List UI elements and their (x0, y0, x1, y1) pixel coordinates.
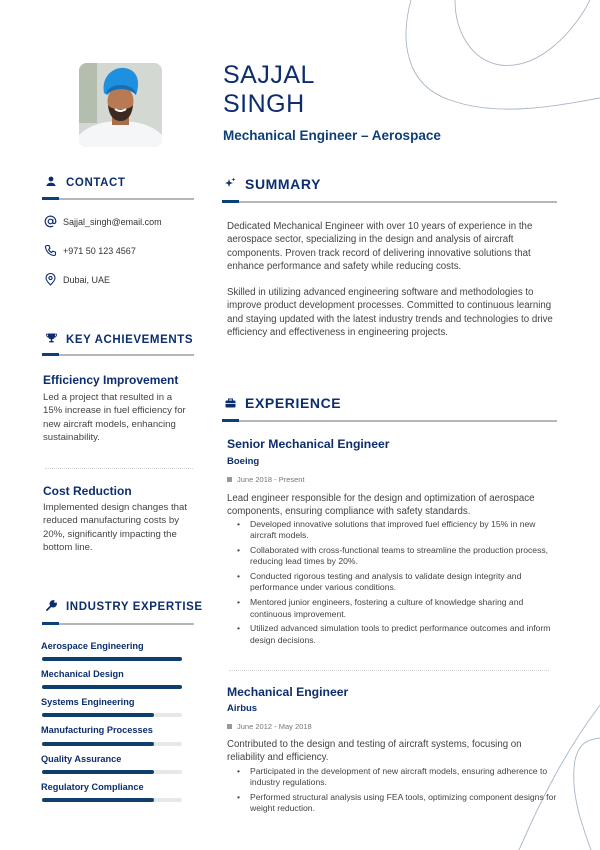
summary-paragraph: Dedicated Mechanical Engineer with over 10 years of experience in the aerospace sector, specializing in the design and analysis of aircraft components. Proven track record of delivering innovative solutions that enhance performance and safety while reducing costs. (227, 221, 533, 272)
job-bullet: • Conducted rigorous testing and analysis to validate design integrity and performance under various conditions. (237, 571, 557, 594)
phone-icon (44, 244, 57, 257)
expertise-heading (44, 600, 203, 614)
decorative-curve-bottom-inner (574, 738, 600, 850)
job-bullet: • Utilized advanced simulation tools to predict performance outcomes and inform design decisions. (237, 623, 557, 646)
job-bullet: • Developed innovative solutions that improved fuel efficiency by 15% in new aircraft models. (237, 519, 557, 542)
job-bullet: • Collaborated with cross-functional teams to streamline the production process, reducing lead times by 20%. (237, 545, 557, 568)
experience-heading (223, 395, 341, 411)
achievement-text: Implemented design changes that reduced manufacturing costs by 20%, significantly impacting the bottom line. (43, 502, 187, 553)
skill-bar-fill (42, 798, 154, 802)
company-name: Airbus (227, 703, 258, 714)
achievement-separator (45, 468, 193, 469)
job-description: Contributed to the design and testing of aircraft systems, focusing on reliability and efficiency. (227, 739, 522, 764)
job-bullet: • Performed structural analysis using FEA tools, optimizing component designs for weight reduction. (237, 792, 557, 815)
contact-location (44, 273, 110, 286)
profile-photo (79, 63, 162, 147)
summary-heading (223, 176, 321, 192)
skill-bar (42, 685, 182, 689)
achievement-title: Efficiency Improvement (43, 373, 179, 387)
skill-bar-fill (42, 657, 182, 661)
expertise-title: INDUSTRY EXPERTISE (66, 601, 203, 613)
job-bullets (237, 519, 557, 649)
job-bullet: • Mentored junior engineers, fostering a culture of knowledge sharing and continuous improvement. (237, 597, 557, 620)
skill-label: Mechanical Design (41, 669, 124, 679)
skill-bar-fill (42, 742, 154, 746)
sparkle-icon (223, 176, 237, 192)
job-dates (227, 722, 312, 731)
at-icon (44, 215, 57, 228)
job-role: Mechanical Engineer – Aerospace (223, 128, 441, 143)
location-pin-icon (44, 273, 57, 286)
candidate-name (223, 61, 315, 119)
achievements-heading (44, 333, 193, 346)
skill-label: Regulatory Compliance (41, 782, 144, 792)
experience-divider (222, 420, 557, 422)
decorative-curve-top-inner (455, 0, 590, 65)
skill-bar-fill (42, 713, 154, 717)
trophy-icon (44, 333, 58, 346)
achievement-text: Led a project that resulted in a 15% increase in fuel efficiency for new aircraft models, enhancing sustainability. (43, 392, 186, 443)
skill-bar (42, 798, 182, 802)
contact-heading (44, 176, 126, 189)
summary-divider (222, 201, 557, 203)
skill-bar (42, 713, 182, 717)
job-bullet: • Participated in the development of new aircraft models, ensuring adherence to industry regulations. (237, 766, 557, 789)
summary-title: SUMMARY (245, 176, 322, 192)
job-title: Mechanical Engineer (227, 685, 349, 699)
skill-label: Aerospace Engineering (41, 641, 144, 651)
skill-label: Manufacturing Processes (41, 725, 153, 735)
skill-bar (42, 742, 182, 746)
contact-phone[interactable] (44, 244, 136, 257)
job-bullets (237, 766, 557, 818)
wrench-icon (44, 600, 58, 614)
experience-title: EXPERIENCE (245, 395, 342, 411)
achievement-title: Cost Reduction (43, 484, 132, 498)
summary-paragraph: Skilled in utilizing advanced engineering software and methodologies to improve product development processes. Committed to continuous learning and staying updated with the latest industry trends and technologies to drive efficiency and effectiveness in engineering projects. (227, 287, 553, 338)
person-icon (44, 176, 58, 189)
skill-label: Quality Assurance (41, 754, 122, 764)
contact-email-text: Sajjal_singh@email.com (63, 216, 162, 227)
job-dates-text: June 2018 - Present (237, 475, 305, 484)
calendar-icon (227, 724, 232, 729)
expertise-divider (42, 623, 194, 625)
briefcase-icon (223, 395, 237, 411)
skill-label: Systems Engineering (41, 697, 135, 707)
contact-divider (42, 198, 194, 200)
calendar-icon (227, 477, 232, 482)
profile-photo-illustration (79, 63, 162, 147)
company-name: Boeing (227, 456, 260, 467)
contact-location-text: Dubai, UAE (63, 274, 111, 285)
job-dates (227, 475, 305, 484)
experience-separator (229, 670, 549, 671)
skill-bar (42, 770, 182, 774)
contact-email[interactable] (44, 215, 162, 228)
job-title: Senior Mechanical Engineer (227, 437, 390, 451)
name-line-1: SAJJAL (223, 61, 315, 89)
achievements-title: KEY ACHIEVEMENTS (66, 333, 194, 346)
skill-bar-fill (42, 770, 154, 774)
decorative-curve-top-outer (406, 0, 600, 109)
name-line-2: SINGH (223, 90, 305, 118)
achievements-divider (42, 354, 194, 356)
skill-bar-fill (42, 685, 182, 689)
contact-phone-text: +971 50 123 4567 (63, 245, 136, 256)
job-description: Lead engineer responsible for the design and optimization of aerospace components, ensuring compliance with safety standards. (227, 493, 535, 518)
job-dates-text: June 2012 - May 2018 (237, 722, 312, 731)
contact-title: CONTACT (66, 176, 126, 189)
skill-bar (42, 657, 182, 661)
